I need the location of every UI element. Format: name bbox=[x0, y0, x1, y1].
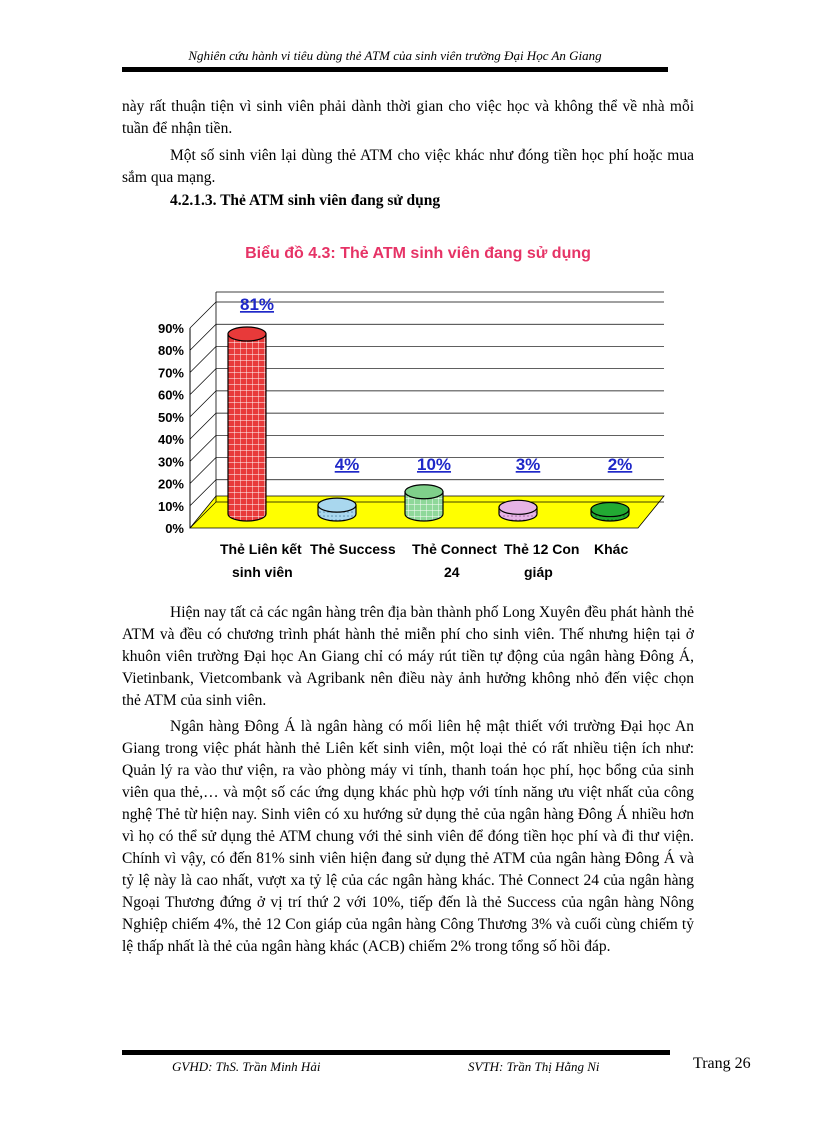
bar-chart bbox=[150, 234, 680, 584]
gridline-9 bbox=[190, 302, 216, 328]
x-tick-label: sinh viên bbox=[232, 564, 293, 580]
x-tick-label: 24 bbox=[444, 564, 460, 580]
chart-bars bbox=[228, 327, 629, 521]
chart-value-labels bbox=[240, 295, 632, 474]
chart-title: Biểu đồ 4.3: Thẻ ATM sinh viên đang sử dụng bbox=[245, 245, 591, 262]
data-label: 10% bbox=[416, 455, 452, 474]
page-number: Trang 26 bbox=[693, 1055, 751, 1072]
x-tick-label: Thẻ Liên kết bbox=[220, 541, 302, 557]
y-tick-label: 80% bbox=[157, 343, 184, 359]
bar-4 bbox=[591, 503, 629, 521]
bar-top bbox=[228, 327, 266, 341]
paragraph-3: Hiện nay tất cả các ngân hàng trên địa bàn thành phố Long Xuyên đều phát hành thẻ ATM và đều có chương trình phát hành thẻ miễn phí cho sinh viên. Thế nhưng hiện tại ở khuôn viên trường Đại học An Giang chỉ có máy rút tiền tự động của ngân hàng Đông Á, Vietinbank, Vietcombank và Agribank nên điều này ảnh hưởng không nhỏ đến việc chọn thẻ ATM của sinh viên. bbox=[122, 604, 694, 709]
bar-0 bbox=[228, 327, 266, 521]
x-tick-label: Khác bbox=[594, 541, 629, 557]
data-label: 3% bbox=[515, 455, 541, 474]
bar-1 bbox=[318, 498, 356, 521]
y-tick-label: 30% bbox=[157, 454, 184, 470]
gridline-7 bbox=[190, 346, 216, 372]
data-label: 81% bbox=[239, 295, 275, 314]
chart-x-axis bbox=[220, 541, 628, 580]
y-tick-label: 90% bbox=[157, 321, 184, 336]
bar-3 bbox=[499, 500, 537, 521]
bar-top bbox=[318, 498, 356, 512]
x-tick-label: Thẻ 12 Con bbox=[504, 541, 580, 557]
gridline-6 bbox=[190, 369, 216, 395]
bar-top bbox=[591, 503, 629, 517]
paragraph-1: này rất thuận tiện vì sinh viên phải dành thời gian cho việc học và không thể về nhà mỗi tuần để nhận tiền. bbox=[122, 98, 694, 137]
paragraph-4: Ngân hàng Đông Á là ngân hàng có mối liên hệ mật thiết với trường Đại học An Giang trong việc phát hành thẻ Liên kết sinh viên, một loại thẻ có rất nhiều tiện ích như: Quản lý ra vào thư viện, ra vào phòng máy vi tính, thanh toán học phí, học bổng của sinh viên qua thẻ,… và một số các ứng dụng khác phù hợp với tính năng ưu việt nhất của công nghệ Thẻ từ hiện nay. Sinh viên có xu hướng sử dụng thẻ của ngân hàng Đông Á nhiều hơn vì họ có thể sử dụng thẻ ATM chung với thẻ sinh viên để đóng tiền học phí và đi thư viện. Chính vì vậy, có đến 81% sinh viên hiện đang sử dụng thẻ ATM của ngân hàng Đông Á và tỷ lệ này là cao nhất, vượt xa tỷ lệ của các ngân hàng khác. Thẻ Connect 24 của ngân hàng Ngoại Thương đứng ở vị trí thứ 2 với 10%, tiếp đến là thẻ Success của ngân hàng Nông Nghiệp chiếm 4%, thẻ 12 Con giáp của ngân hàng Công Thương 3% và cuối cùng chiếm tỷ lệ thấp nhất là thẻ của ngân hàng khác (ACB) chiếm 2% trong tổng số hồi đáp. bbox=[122, 718, 694, 955]
bar-body bbox=[228, 334, 266, 521]
y-tick-label: 70% bbox=[157, 365, 184, 381]
header-rule bbox=[122, 67, 668, 72]
bar-2 bbox=[405, 485, 443, 521]
y-tick-label: 60% bbox=[157, 387, 184, 403]
data-label: 4% bbox=[334, 455, 360, 474]
section-heading: 4.2.1.3. Thẻ ATM sinh viên đang sử dụng bbox=[170, 192, 441, 209]
gridline-8 bbox=[190, 324, 216, 350]
bar-top bbox=[405, 485, 443, 499]
y-tick-label: 40% bbox=[157, 432, 184, 448]
footer-student: SVTH: Trần Thị Hằng Ni bbox=[468, 1059, 600, 1074]
bar-top bbox=[499, 500, 537, 514]
gridline-5 bbox=[190, 391, 216, 417]
footer-advisor: GVHD: ThS. Trần Minh Hải bbox=[172, 1059, 321, 1074]
paragraph-2: Một số sinh viên lại dùng thẻ ATM cho việc khác như đóng tiền học phí hoặc mua sắm qua mạng. bbox=[122, 147, 694, 186]
gridline-3 bbox=[190, 435, 216, 461]
y-tick-label: 0% bbox=[165, 521, 184, 536]
y-tick-label: 50% bbox=[157, 409, 184, 425]
footer-rule bbox=[122, 1050, 670, 1055]
gridline-4 bbox=[190, 413, 216, 439]
y-tick-label: 10% bbox=[157, 498, 184, 514]
gridline-2 bbox=[190, 458, 216, 484]
x-tick-label: Thẻ Connect bbox=[412, 541, 497, 557]
x-tick-label: giáp bbox=[524, 564, 553, 580]
x-tick-label: Thẻ Success bbox=[310, 541, 396, 557]
header-title: Nghiên cứu hành vi tiêu dùng thẻ ATM của sinh viên trường Đại Học An Giang bbox=[188, 48, 602, 63]
data-label: 2% bbox=[607, 455, 633, 474]
y-tick-label: 20% bbox=[157, 476, 184, 492]
